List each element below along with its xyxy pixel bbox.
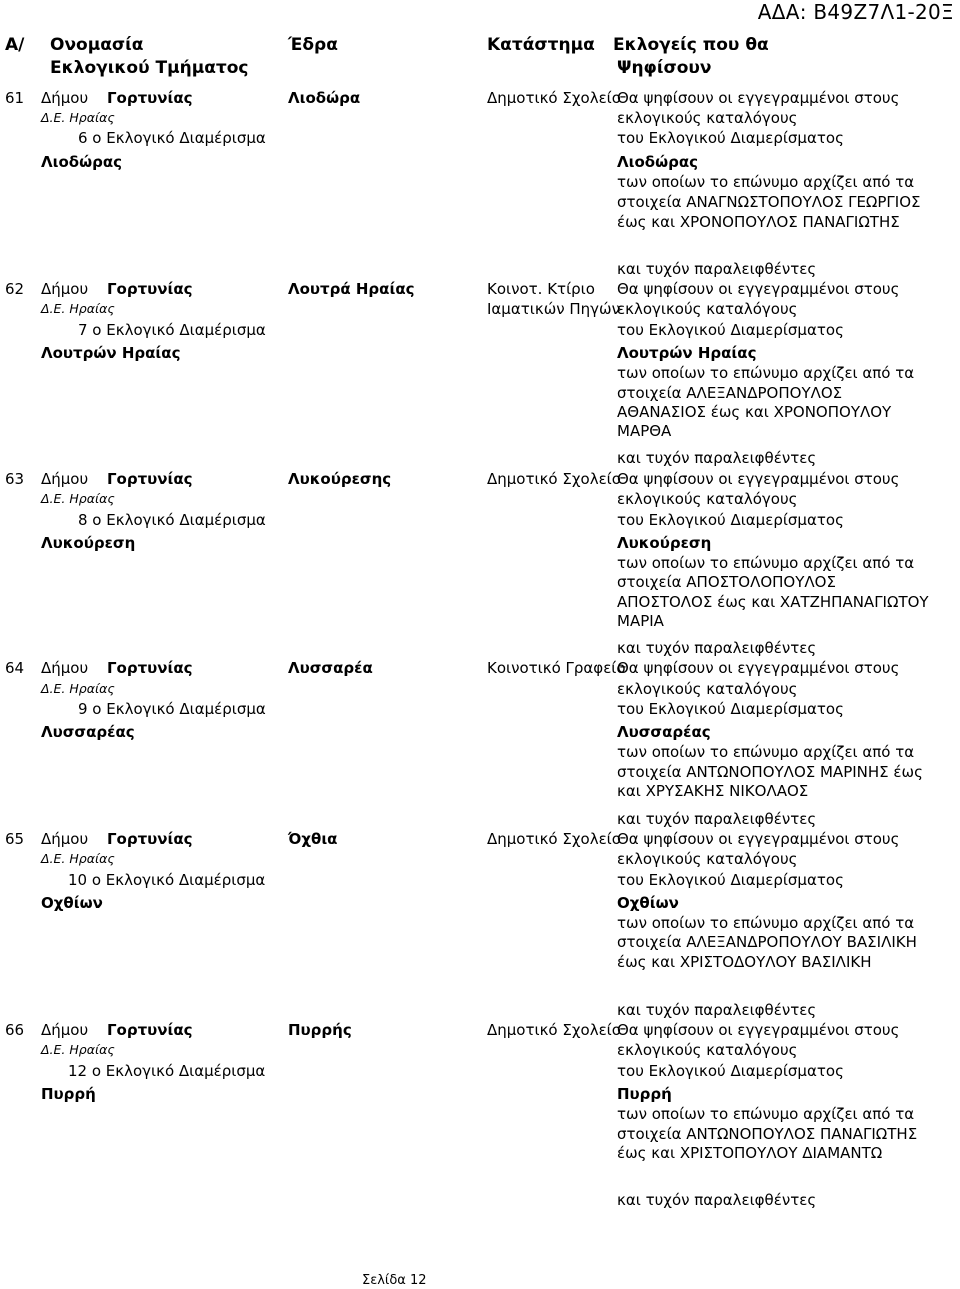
header-name-line1: Ονομασία (50, 35, 144, 55)
entry-number: 63 (5, 470, 25, 488)
entry-voters-1: Θα ψηφίσουν οι εγγεγραμμένοι στους (617, 659, 900, 677)
entry-voters-5: των οποίων το επώνυμο αρχίζει από τα (617, 743, 915, 761)
entry-venue: Δημοτικό Σχολείο (487, 830, 621, 848)
header-name-line2: Εκλογικού Τμήματος (50, 58, 249, 78)
entry-voters-place: Λουτρών Ηραίας (617, 344, 757, 362)
entry-seat: Λιοδώρα (288, 89, 361, 107)
entry-voters-2: εκλογικούς καταλόγους (617, 490, 798, 508)
entry-voters-3: του Εκλογικού Διαμερίσματος (617, 871, 844, 889)
entry-voters-2: εκλογικούς καταλόγους (617, 1041, 798, 1059)
entry-voters-6: στοιχεία ΑΠΟΣΤΟΛΟΠΟΥΛΟΣ (617, 573, 836, 591)
entry-dimos: Δήμου (41, 830, 89, 848)
entry-voters-7: έως και ΧΡΙΣΤΟΠΟΥΛΟΥ ΔΙΑΜΑΝΤΩ (617, 1144, 883, 1162)
entry-voters-2: εκλογικούς καταλόγους (617, 109, 798, 127)
entry-venue: Δημοτικό Σχολείο (487, 1021, 621, 1039)
entry-voters-place: Λυσσαρέας (617, 723, 711, 741)
entry-seat: Όχθια (288, 830, 338, 848)
entry-voters-1: Θα ψηφίσουν οι εγγεγραμμένοι στους (617, 280, 900, 298)
entry-gortynia: Γορτυνίας (107, 1021, 193, 1039)
entry-de: Δ.Ε. Ηραίας (41, 491, 115, 506)
entry-place: Λουτρών Ηραίας (41, 344, 181, 362)
entry-place: Λυκούρεση (41, 534, 136, 552)
entry-number: 64 (5, 659, 25, 677)
entry-diamerisma: 8 ο Εκλογικό Διαμέρισμα (78, 511, 266, 529)
entry-voters-6: στοιχεία ΑΛΕΞΑΝΔΡΟΠΟΥΛΟΣ (617, 384, 843, 402)
entry-voters-7: ΑΠΟΣΤΟΛΟΣ έως και ΧΑΤΖΗΠΑΝΑΓΙΩΤΟΥ (617, 593, 929, 611)
entry-voters-8: ΜΑΡΘΑ (617, 422, 672, 440)
entry-voters-5: των οποίων το επώνυμο αρχίζει από τα (617, 364, 915, 382)
entry-voters-7: και ΧΡΥΣΑΚΗΣ ΝΙΚΟΛΑΟΣ (617, 782, 809, 800)
entry-voters-place: Λυκούρεση (617, 534, 712, 552)
entry-de: Δ.Ε. Ηραίας (41, 681, 115, 696)
entry-voters-1: Θα ψηφίσουν οι εγγεγραμμένοι στους (617, 830, 900, 848)
entry-gortynia: Γορτυνίας (107, 470, 193, 488)
page-number: Σελίδα 12 (362, 1273, 427, 1288)
entry-gortynia: Γορτυνίας (107, 830, 193, 848)
entry-voters-6: στοιχεία ΑΝΤΩΝΟΠΟΥΛΟΣ ΠΑΝΑΓΙΩΤΗΣ (617, 1125, 918, 1143)
entry-voters-2: εκλογικούς καταλόγους (617, 680, 798, 698)
entry-voters-place: Οχθίων (617, 894, 679, 912)
entry-seat: Πυρρής (288, 1021, 352, 1039)
entry-gortynia: Γορτυνίας (107, 89, 193, 107)
entry-voters-1: Θα ψηφίσουν οι εγγεγραμμένοι στους (617, 470, 900, 488)
entry-seat: Λυκούρεσης (288, 470, 392, 488)
entry-diamerisma: 9 ο Εκλογικό Διαμέρισμα (78, 700, 266, 718)
entry-number: 61 (5, 89, 25, 107)
entry-voters-5: των οποίων το επώνυμο αρχίζει από τα (617, 173, 915, 191)
entry-place: Πυρρή (41, 1085, 96, 1103)
entry-de: Δ.Ε. Ηραίας (41, 1042, 115, 1057)
entry-tail: και τυχόν παραλειφθέντες (617, 1001, 817, 1019)
entry-voters-5: των οποίων το επώνυμο αρχίζει από τα (617, 554, 915, 572)
entry-voters-6: στοιχεία ΑΝΤΩΝΟΠΟΥΛΟΣ ΜΑΡΙΝΗΣ έως (617, 763, 923, 781)
entry-de: Δ.Ε. Ηραίας (41, 851, 115, 866)
entry-dimos: Δήμου (41, 89, 89, 107)
entry-diamerisma: 10 ο Εκλογικό Διαμέρισμα (68, 871, 266, 889)
entry-place: Οχθίων (41, 894, 103, 912)
document-id: ΑΔΑ: Β49Ζ7Λ1-20Ξ (757, 0, 954, 24)
entry-dimos: Δήμου (41, 1021, 89, 1039)
entry-venue: Κοινοτικό Γραφείο (487, 659, 626, 677)
entry-voters-2: εκλογικούς καταλόγους (617, 850, 798, 868)
entry-voters-3: του Εκλογικού Διαμερίσματος (617, 321, 844, 339)
entry-place: Λυσσαρέας (41, 723, 135, 741)
header-venue: Κατάστημα (487, 35, 595, 55)
entry-voters-5: των οποίων το επώνυμο αρχίζει από τα (617, 914, 915, 932)
entry-de: Δ.Ε. Ηραίας (41, 301, 115, 316)
entry-dimos: Δήμου (41, 280, 89, 298)
entry-seat: Λουτρά Ηραίας (288, 280, 415, 298)
entry-diamerisma: 7 ο Εκλογικό Διαμέρισμα (78, 321, 266, 339)
entry-tail: και τυχόν παραλειφθέντες (617, 810, 817, 828)
entry-voters-place: Λιοδώρας (617, 153, 699, 171)
entry-voters-3: του Εκλογικού Διαμερίσματος (617, 700, 844, 718)
entry-voters-2: εκλογικούς καταλόγους (617, 300, 798, 318)
entry-tail: και τυχόν παραλειφθέντες (617, 449, 817, 467)
entry-voters-1: Θα ψηφίσουν οι εγγεγραμμένοι στους (617, 1021, 900, 1039)
entry-diamerisma: 6 ο Εκλογικό Διαμέρισμα (78, 129, 266, 147)
entry-gortynia: Γορτυνίας (107, 659, 193, 677)
entry-tail: και τυχόν παραλειφθέντες (617, 1191, 817, 1209)
entry-voters-3: του Εκλογικού Διαμερίσματος (617, 1062, 844, 1080)
entry-diamerisma: 12 ο Εκλογικό Διαμέρισμα (68, 1062, 266, 1080)
header-aa: Α/ (5, 35, 25, 55)
entry-dimos: Δήμου (41, 659, 89, 677)
entry-voters-7: έως και ΧΡΙΣΤΟΔΟΥΛΟΥ ΒΑΣΙΛΙΚΗ (617, 953, 872, 971)
entry-voters-5: των οποίων το επώνυμο αρχίζει από τα (617, 1105, 915, 1123)
entry-seat: Λυσσαρέα (288, 659, 373, 677)
entry-de: Δ.Ε. Ηραίας (41, 110, 115, 125)
header-voters-line2: Ψηφίσουν (617, 58, 712, 78)
entry-gortynia: Γορτυνίας (107, 280, 193, 298)
entry-voters-1: Θα ψηφίσουν οι εγγεγραμμένοι στους (617, 89, 900, 107)
entry-voters-6: στοιχεία ΑΝΑΓΝΩΣΤΟΠΟΥΛΟΣ ΓΕΩΡΓΙΟΣ (617, 193, 921, 211)
entry-place: Λιοδώρας (41, 153, 123, 171)
entry-venue: Δημοτικό Σχολείο (487, 89, 621, 107)
entry-dimos: Δήμου (41, 470, 89, 488)
entry-number: 62 (5, 280, 25, 298)
entry-voters-3: του Εκλογικού Διαμερίσματος (617, 129, 844, 147)
header-voters-line1: Εκλογείς που θα (613, 35, 769, 55)
entry-tail: και τυχόν παραλειφθέντες (617, 260, 817, 278)
entry-voters-7: έως και ΧΡΟΝΟΠΟΥΛΟΣ ΠΑΝΑΓΙΩΤΗΣ (617, 213, 900, 231)
entry-number: 66 (5, 1021, 25, 1039)
entry-voters-8: ΜΑΡΙΑ (617, 612, 664, 630)
entry-number: 65 (5, 830, 25, 848)
entry-tail: και τυχόν παραλειφθέντες (617, 639, 817, 657)
entry-venue-2: Ιαματικών Πηγών (487, 300, 621, 318)
entry-venue: Κοινοτ. Κτίριο (487, 280, 595, 298)
entry-voters-3: του Εκλογικού Διαμερίσματος (617, 511, 844, 529)
entry-venue: Δημοτικό Σχολείο (487, 470, 621, 488)
entry-voters-place: Πυρρή (617, 1085, 672, 1103)
entry-voters-6: στοιχεία ΑΛΕΞΑΝΔΡΟΠΟΥΛΟΥ ΒΑΣΙΛΙΚΗ (617, 933, 917, 951)
header-seat: Έδρα (288, 35, 338, 55)
entry-voters-7: ΑΘΑΝΑΣΙΟΣ έως και ΧΡΟΝΟΠΟΥΛΟΥ (617, 403, 892, 421)
